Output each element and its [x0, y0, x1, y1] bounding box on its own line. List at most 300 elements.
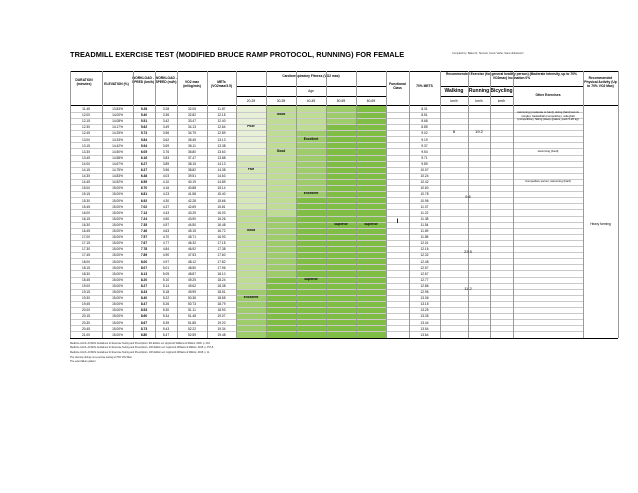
table-cell: 38.15 — [188, 161, 196, 166]
table-cell: 16.30 — [82, 222, 90, 227]
table-cell-mets70: 13.25 — [420, 308, 429, 313]
table-cell: 6.48 — [140, 174, 148, 179]
table-cell: 40.88 — [188, 186, 196, 191]
table-cell: 14.25% — [112, 131, 123, 136]
table-cell-mets70: 11.85 — [420, 235, 429, 240]
table-cell: 4.43 — [162, 210, 170, 215]
table-cell: 4.63 — [162, 229, 170, 233]
kmh-unit: km/h — [475, 99, 483, 103]
table-cell: 19.30 — [82, 296, 90, 301]
table-cell: 12.30 — [82, 125, 90, 130]
table-cell: 15.00% — [112, 235, 123, 240]
table-cell: 15.00% — [112, 253, 123, 258]
table-cell: 52.22 — [188, 326, 196, 331]
table-cell: 3.76 — [162, 149, 170, 154]
table-cell: 44.50 — [188, 222, 196, 227]
table-cell: 48.12 — [188, 259, 196, 264]
fitness-band-superior — [266, 277, 296, 338]
table-cell: 49.99 — [188, 290, 196, 294]
table-cell-mets70: 8.31 — [421, 107, 428, 111]
fitness-band-excellent — [266, 216, 296, 277]
table-cell: 15.45 — [82, 204, 90, 209]
table-cell: 14.45 — [82, 180, 90, 185]
table-cell-mets70: 8.68 — [421, 119, 428, 124]
table-cell: 14.38 — [217, 168, 226, 172]
table-cell: 5.26 — [162, 302, 170, 307]
table-cell: 14.30 — [82, 174, 90, 179]
table-cell-mets70: 13.54 — [420, 326, 429, 331]
table-cell-mets70: 13.15 — [420, 302, 429, 307]
table-cell: 4.30 — [162, 198, 170, 203]
fitness-label-excellent: Excellent — [303, 191, 319, 196]
table-cell: 3.96 — [162, 168, 170, 172]
table-cell: 3.42 — [162, 119, 170, 124]
rec-running-value-4: 11.2 — [464, 285, 472, 291]
fitness-band-good — [296, 106, 326, 130]
age-rule — [236, 96, 386, 97]
table-cell: 15.00% — [112, 216, 123, 221]
age-group: 20-29 — [246, 99, 256, 103]
table-cell: 49.62 — [188, 283, 196, 288]
table-cell: 4.10 — [162, 180, 170, 185]
table-cell: 15.81 — [217, 204, 226, 209]
table-cell: 38.82 — [188, 168, 196, 172]
table-cell: 14.33% — [112, 137, 123, 142]
table-cell: 12.45 — [82, 131, 90, 136]
table-cell: 14.92% — [112, 180, 123, 185]
table-cell-mets70: 11.22 — [420, 210, 429, 215]
table-cell: 5.14 — [162, 283, 170, 288]
table-cell: 15.00% — [112, 271, 123, 276]
table-cell: 14.00% — [112, 113, 123, 118]
table-cell: 14.83% — [112, 174, 123, 179]
table-cell: 15.00% — [112, 332, 123, 337]
table-cell: 19.45 — [82, 302, 90, 307]
table-cell: 15.00% — [112, 302, 123, 307]
table-cell: 46.92 — [188, 247, 196, 252]
table-cell: 8.60 — [140, 314, 148, 319]
mets-header: METs (VO2max/3.5) — [211, 80, 232, 89]
table-cell: 18.00 — [82, 259, 90, 264]
table-cell: 5.43 — [162, 326, 170, 331]
footnote: The intensity during non-exercise testing at 70% VO2 Max. — [70, 355, 133, 359]
table-cell: 5.62 — [140, 125, 148, 130]
table-cell: 15.00% — [112, 265, 123, 270]
rec-running-value-3: 23.5 — [464, 249, 472, 255]
table-cell: 5.22 — [162, 296, 170, 301]
table-cell: 33.47 — [188, 119, 196, 124]
table-cell: 12.00 — [82, 113, 90, 118]
table-cell-mets70: 10.96 — [420, 198, 429, 203]
walking-header: Walking — [444, 88, 464, 94]
table-cell-mets70: 10.42 — [420, 180, 429, 185]
table-cell: 8.13 — [140, 271, 148, 276]
fitness-label-fair: Fair — [247, 167, 255, 171]
workload-kmh-header: WORKLOAD -SPEED (km/h) — [132, 76, 154, 85]
table-cell: 15.00% — [112, 198, 123, 203]
table-cell: 6.05 — [140, 149, 148, 154]
table-cell: 3.49 — [162, 125, 170, 130]
table-cell: 7.02 — [140, 204, 148, 209]
table-cell-mets70: 9.19 — [421, 137, 428, 142]
table-cell: 18.65 — [217, 296, 226, 301]
table-cell: 5.28 — [140, 107, 148, 111]
table-cell: 5.84 — [140, 137, 148, 142]
table-cell: 14.89 — [217, 180, 226, 185]
table-cell: 18.45 — [82, 277, 90, 282]
table-cell: 3.36 — [162, 113, 170, 118]
table-cell-mets70: 12.77 — [420, 277, 429, 282]
table-cell: 17.60 — [217, 253, 226, 258]
table-cell: 14.13 — [217, 161, 226, 166]
table-cell: 21.00 — [82, 332, 90, 337]
table-cell: 3.83 — [162, 155, 170, 160]
table-cell: 15.00% — [112, 192, 123, 197]
rec-rule — [440, 86, 583, 87]
table-cell-mets70: 9.02 — [421, 131, 428, 136]
table-cell: 4.84 — [162, 247, 170, 252]
rec-running-value-2: 9.6 — [465, 194, 471, 200]
table-cell: 16.15 — [82, 216, 90, 221]
footnote: The exact failure pattern. — [70, 360, 97, 364]
table-cell: 7.46 — [140, 229, 148, 233]
table-cell: 20.15 — [82, 314, 90, 319]
table-cell: 6.59 — [140, 180, 148, 185]
table-cell: 7.13 — [140, 210, 148, 215]
table-cell-mets70: 9.71 — [421, 155, 428, 160]
table-cell: 50.73 — [188, 302, 196, 307]
table-cell: 14.50% — [112, 149, 123, 154]
table-cell: 15.00% — [112, 186, 123, 191]
table-cell: 7.24 — [140, 216, 148, 221]
table-cell: 17.82 — [217, 259, 226, 264]
table-cell: 15.00% — [112, 326, 123, 331]
table-cell: 5.01 — [162, 265, 170, 270]
table-cell-mets70: 10.60 — [420, 186, 429, 191]
table-cell: 15.40 — [217, 192, 226, 197]
table-cell: 15.00% — [112, 222, 123, 227]
table-cell: 8.80 — [140, 332, 148, 337]
table-cell: 32.82 — [188, 113, 196, 118]
fitness-label-excellent: Excellent — [243, 295, 259, 300]
table-cell: 12.89 — [217, 131, 226, 136]
fitness-label-superior: Superior — [304, 276, 318, 281]
table-cell: 3.28 — [162, 107, 170, 111]
table-cell: 5.34 — [162, 314, 170, 319]
table-cell: 13.83% — [112, 107, 123, 111]
table-cell: 15.00% — [112, 210, 123, 215]
table-cell: 4.16 — [162, 186, 170, 191]
table-cell: 7.67 — [140, 241, 148, 246]
table-cell: 6.92 — [140, 198, 148, 203]
table-cell: 50.36 — [188, 296, 196, 301]
kmh-unit: km/h — [497, 99, 506, 103]
table-cell: 41.58 — [188, 192, 196, 197]
page-title: TREADMILL EXERCISE TEST (MODIFIED BRUCE RAMP PROTOCOL, RUNNING) FOR FEMALE — [70, 50, 405, 59]
table-cell: 37.47 — [188, 155, 196, 160]
table-cell-mets70: 13.44 — [420, 320, 429, 325]
table-cell: 19.00 — [82, 283, 90, 288]
table-cell: 14.00 — [82, 161, 90, 166]
table-cell: 17.15 — [82, 241, 90, 246]
table-cell: 11.87 — [217, 107, 226, 111]
table-cell: 5.39 — [162, 320, 170, 325]
kmh-unit: km/h — [450, 99, 458, 103]
table-cell: 15.30 — [82, 198, 90, 203]
table-cell: 16.26 — [217, 216, 226, 221]
table-cell: 8.40 — [140, 296, 148, 301]
footnote: Medicine ACoS. ACSM's Guidelines for Exercise Testing and Prescription. 10th Edition ed: Lippincott Williams & Wilkins; 2018. p. 157-8. — [70, 346, 214, 350]
fitness-header: Cardiorespiratory Fitness (VO2 max) — [282, 74, 340, 78]
table-cell-mets70: 12.16 — [420, 247, 429, 252]
table-cell: 19.15 — [82, 290, 90, 294]
table-cell-mets70: 12.01 — [420, 241, 429, 246]
fitness-title-rule — [236, 86, 386, 87]
table-cell: 4.23 — [162, 192, 170, 197]
table-cell: 6.70 — [140, 186, 148, 191]
rec-running-value: 19.2 — [475, 129, 483, 135]
table-cell: 13.88 — [217, 155, 226, 160]
table-cell: 42.69 — [188, 204, 196, 209]
table-cell: 7.78 — [140, 247, 148, 252]
table-cell: 13.63 — [217, 149, 226, 154]
age-group: 30-39 — [276, 99, 286, 103]
table-cell: 18.15 — [82, 265, 90, 270]
fitness-label-good: Good — [276, 112, 286, 117]
table-cell: 43.29 — [188, 210, 196, 215]
table-cell: 17.45 — [82, 253, 90, 258]
table-cell: 51.11 — [188, 308, 196, 313]
rec-walking-value: 8 — [452, 129, 456, 135]
table-cell: 3.69 — [162, 143, 170, 148]
table-cell: 39.51 — [188, 174, 196, 179]
table-cell: 19.34 — [217, 326, 226, 331]
table-cell: 42.28 — [188, 198, 196, 203]
table-cell: 8.33 — [140, 290, 148, 294]
running-header: Running — [468, 88, 490, 94]
fitness-band-fair — [236, 155, 266, 210]
age-group: 40-49 — [306, 99, 316, 103]
table-cell-mets70: 9.54 — [421, 149, 428, 154]
table-cell: 14.67% — [112, 161, 123, 166]
table-cell: 14.63 — [217, 174, 226, 179]
table-cell: 6.27 — [140, 161, 148, 166]
table-cell: 16.03 — [217, 210, 226, 215]
table-cell: 8.73 — [140, 326, 148, 331]
table-cell: 4.57 — [162, 222, 170, 227]
table-cell: 7.35 — [140, 222, 148, 227]
table-cell: 40.19 — [188, 180, 196, 185]
table-cell: 51.48 — [188, 314, 196, 319]
table-cell: 14.15 — [82, 168, 90, 172]
table-cell: 19.48 — [217, 332, 226, 337]
table-cell: 46.32 — [188, 241, 196, 246]
table-cell: 15.66 — [217, 198, 226, 203]
table-cell: 15.00% — [112, 283, 123, 288]
table-cell: 19.07 — [217, 314, 226, 319]
fitness-label-excellent: Excellent — [303, 136, 319, 141]
table-cell: 8.53 — [140, 308, 148, 313]
table-cell-mets70: 13.35 — [420, 314, 429, 319]
table-cell-mets70: 13.64 — [420, 332, 429, 337]
table-cell: 15.00% — [112, 247, 123, 252]
table-cell: 43.90 — [188, 216, 196, 221]
mets70-header: 70% METS — [416, 84, 433, 88]
fitness-label-poor: Poor — [247, 124, 255, 129]
table-cell: 5.10 — [162, 277, 170, 282]
table-cell: 16.48 — [217, 222, 226, 227]
table-cell: 20.30 — [82, 320, 90, 325]
table-cell-mets70: 9.37 — [421, 143, 428, 148]
table-cell: 5.18 — [162, 290, 170, 294]
age-header: Age — [308, 89, 314, 93]
table-cell: 5.05 — [162, 271, 170, 276]
physical-activity-value: Heavy farming — [590, 221, 611, 226]
table-cell-mets70: 11.69 — [420, 229, 429, 233]
table-bottom-rule — [70, 338, 618, 339]
table-cell: 8.67 — [140, 320, 148, 325]
table-cell-mets70: 12.57 — [420, 265, 429, 270]
table-cell: 51.85 — [188, 320, 196, 325]
recommendation-region — [440, 106, 583, 338]
table-cell: 15.00 — [82, 186, 90, 191]
table-cell: 45.15 — [188, 229, 196, 233]
bicycling-header: Bicycling — [490, 88, 513, 94]
table-cell: 36.11 — [188, 143, 196, 148]
table-cell: 13.13 — [217, 137, 226, 142]
table-cell-mets70: 11.54 — [420, 222, 429, 227]
age-group: 60-69 — [366, 99, 376, 103]
table-cell-mets70: 9.89 — [421, 161, 428, 166]
table-cell-mets70: 11.07 — [420, 204, 429, 209]
table-cell: 52.59 — [188, 332, 196, 337]
table-cell: 3.89 — [162, 161, 170, 166]
table-cell-mets70: 10.78 — [420, 192, 429, 197]
table-cell: 13.00 — [82, 137, 90, 142]
table-cell: 17.38 — [217, 247, 226, 252]
table-cell-mets70: 12.32 — [420, 253, 429, 258]
fitness-label-good: Good — [246, 228, 256, 232]
table-cell-mets70: 13.06 — [420, 296, 429, 301]
footnote: Medicine ACoS. ACSM's Guidelines for Exercise Testing and Prescription. 10th Edition ed: Lippincott Williams & Wilkins; 2018. p. 11. — [70, 351, 211, 354]
table-cell: 15.00% — [112, 320, 123, 325]
duration-header: DURATION (minutes) — [75, 78, 93, 87]
table-cell: 15.14 — [217, 186, 226, 191]
table-cell: 17.15 — [217, 241, 226, 246]
table-cell: 14.42% — [112, 143, 123, 148]
functional-class-value: I — [396, 218, 399, 225]
table-cell: 18.38 — [217, 283, 226, 288]
table-cell: 6.81 — [140, 192, 148, 197]
table-cell: 48.50 — [188, 265, 196, 270]
table-cell: 5.40 — [140, 113, 148, 118]
fitness-band-superior — [296, 198, 326, 338]
table-cell-mets70: 8.51 — [421, 113, 428, 118]
other-exercise-c: Competitive soccer, swimming (hard) — [525, 179, 571, 184]
credit-line: Compiled by: Baker R. Tennant, Kevin Varlie, Sara Hinkelnetzl — [452, 52, 524, 55]
table-cell: 14.58% — [112, 155, 123, 160]
physical-activity-header: Recommended Physical Activity (Up to 70% VO2 Max) — [584, 76, 617, 89]
table-cell: 34.79 — [188, 131, 196, 136]
table-cell: 14.08% — [112, 119, 123, 124]
table-cell: 15.00% — [112, 259, 123, 264]
table-cell: 4.97 — [162, 259, 170, 264]
table-cell: 18.24 — [217, 277, 226, 282]
table-cell: 8.20 — [140, 277, 148, 282]
table-cell: 36.80 — [188, 149, 196, 154]
table-cell: 14.17% — [112, 125, 123, 130]
table-cell: 6.37 — [140, 168, 148, 172]
table-cell: 4.03 — [162, 174, 170, 179]
table-cell: 12.15 — [217, 113, 226, 118]
table-cell: 12.64 — [217, 125, 226, 130]
rec-sub-rule — [440, 96, 513, 97]
table-cell-mets70: 10.24 — [420, 174, 429, 179]
table-cell: 5.30 — [162, 308, 170, 313]
fitness-band-superior — [326, 124, 356, 338]
table-cell: 18.79 — [217, 302, 226, 307]
table-cell: 8.47 — [140, 302, 148, 307]
table-cell: 35.45 — [188, 137, 196, 142]
table-cell-mets70: 12.67 — [420, 271, 429, 276]
table-cell: 49.25 — [188, 277, 196, 282]
table-cell-mets70: 12.86 — [420, 283, 429, 288]
table-cell: 17.96 — [217, 265, 226, 270]
table-cell: 7.89 — [140, 253, 148, 258]
table-cell: 13.30 — [82, 149, 90, 154]
table-cell: 12.40 — [217, 119, 226, 124]
fitness-label-superior: Superior — [364, 221, 378, 226]
table-cell: 5.94 — [140, 143, 148, 148]
table-cell: 3.56 — [162, 131, 170, 136]
table-cell: 15.00% — [112, 277, 123, 282]
other-header: Other Exercises — [535, 93, 561, 97]
table-cell: 15.00% — [112, 229, 123, 233]
rec-header: Recommended Exercise (for general healthy person) (Moderate intensity, up to 70% VO2max) Inclination 0% — [446, 72, 577, 81]
age-group: 50-59 — [336, 99, 346, 103]
other-exercise-b: swimming (hard) — [537, 148, 559, 153]
table-cell: 12.15 — [82, 119, 90, 124]
table-cell: 18.10 — [217, 271, 226, 276]
workload-mph-header: WORKLOAD -SPEED (mi/h) — [155, 76, 177, 85]
table-cell: 3.62 — [162, 137, 170, 142]
table-cell: 6.16 — [140, 155, 148, 160]
table-cell: 8.07 — [140, 265, 148, 270]
table-cell: 20.45 — [82, 326, 90, 331]
table-cell: 15.15 — [82, 192, 90, 197]
table-cell-mets70: 11.38 — [420, 216, 429, 221]
table-cell: 15.00% — [112, 308, 123, 313]
other-exercise-a: swimming (moderate to hard), skiing (hard) tennis (single), basketball (competitive), volleyball (competitive), hiking (steep grades, pack 5-20 kg) — [517, 109, 579, 122]
table-cell: 48.87 — [188, 271, 196, 276]
table-cell-mets70: 8.85 — [421, 125, 428, 130]
fitness-band-excellent — [326, 106, 356, 124]
table-cell: 17.00 — [82, 235, 90, 240]
table-cell: 4.77 — [162, 241, 170, 246]
table-cell: 32.05 — [188, 107, 196, 111]
fitness-label-good: Good — [276, 148, 286, 153]
table-cell: 4.37 — [162, 204, 170, 209]
table-cell: 18.30 — [82, 271, 90, 276]
table-cell: 16.00 — [82, 210, 90, 215]
table-cell: 7.57 — [140, 235, 148, 240]
table-cell: 8.27 — [140, 283, 148, 288]
table-cell: 18.93 — [217, 308, 226, 313]
table-cell: 16.93 — [217, 235, 226, 240]
table-cell: 13.15 — [82, 143, 90, 148]
table-cell: 47.53 — [188, 253, 196, 258]
table-cell: 13.38 — [217, 143, 226, 148]
